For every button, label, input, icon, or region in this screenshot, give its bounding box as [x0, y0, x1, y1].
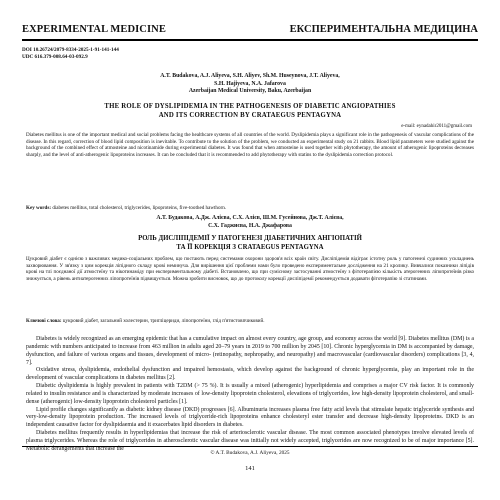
header-section-en: EXPERIMENTAL MEDICINE [22, 24, 166, 35]
abstract-ua: Цукровий діабет є однією з важливих медико-соціальних проблем, що постають перед системами охорони здоров'я всіх країн світу. Дисліпідемія відіграє істотну роль у патогенезі судинних ускладнень захворювання. У зв'язку з цим корекція ліпідного складу крові неминуча. Для вирішення цієї проблеми нами було проведено експериментальне дослідження на 21 кролику. Вивчалися показники ліпідів крові на тлі поєднаної дії атмостеїну та нікотинаміду при експериментальному діабеті. Встановлено, що при сумісному застосуванні атмостеїну з фітотерапією кількість атерогенних ліпопротеїнів різко знижується, а рівень антиатерогенних ліпопротеїнів підвищується. Можна зробити висновок, що до протоколу корекції дисліпідемії рекомендується додавати фітотерапію зі статинами. [26, 256, 474, 282]
copyright: © A.T. Budakova, A.J. Aliyeva, 2025 [210, 450, 290, 456]
title-line-2: AND ITS CORRECTION BY CRATAEGUS PENTAGYNA [158, 112, 342, 119]
article-body [26, 336, 474, 454]
article-title-en [22, 102, 478, 120]
authors-line-2: S.H. Hajiyeva, N.A. Jafarova [214, 80, 286, 87]
udc: UDC 616.379-008.64-03-092.9 [22, 54, 88, 61]
body-paragraph: Diabetes mellitus frequently results in hyperlipidemias that increase the risk of arteriosclerotic vascular disease. The most common associated phenotypes involve elevated levels of plasma triglycerides. Whereas the role of triglycerides in atherosclerotic vascular disease was initially not widely accepted, triglycerides are now recognized to be of major importance [5]. Metabolic derangements that increase the [26, 430, 474, 452]
authors-ua-line-2: С.Х. Гаджиєва, Н.А. Джафарова [208, 222, 292, 229]
contact-email[interactable]: e-mail: eynadahir2011@gmail.com [401, 124, 472, 129]
body-paragraph: Lipid profile changes significantly as diabetic kidney disease (DKD) progresses [6]. Albuminuria increases plasma free fatty acid levels that stimulate hepatic triglyceride synthesis and very-low-density lipoprotein production. The increased levels of triglyceride-rich lipoproteins enhance cholesteryl ester transfer and decrease high-density lipoproteins. DKD is an independent causative factor for dyslipidaemia and it exacerbates lipid disorders in diabetes. [26, 406, 474, 429]
running-header [22, 22, 478, 42]
title-ua-line-2: ТА ЇЇ КОРЕКЦІЯ З CRATAEGUS PENTAGYNA [176, 244, 324, 251]
title-ua-line-1: РОЛЬ ДИСЛІПІДЕМІЇ У ПАТОГЕНЕЗІ ДІАБЕТИЧНИХ АНГІОПАТІЙ [138, 235, 362, 242]
keywords-text: diabetes mellitus, total cholesterol, triglycerides, lipoproteins, five-toothed hawthorn. [52, 205, 227, 211]
title-line-1: THE ROLE OF DYSLIPIDEMIA IN THE PATHOGENESIS OF DIABETIC ANGIOPATHIES [104, 103, 396, 110]
keywords-en [26, 205, 474, 211]
body-paragraph: Diabetic dyslipidemia is highly prevalent in patients with T2DM (> 75 %). It is usually a mixed (atherogenic) hyperlipidemia and comprises a major CV risk factor. It is commonly related to insulin resistance and is characterized by moderate increases of low-density lipoprotein cholesterol, elevations of triglycerides, low high-density lipoprotein cholesterol, and small-dense (atherogenic) low-density lipoprotein cholesterol particles [1]. [26, 383, 474, 405]
affiliation: Azerbaijan Medical University, Baku, Azerbaijan [188, 88, 312, 95]
header-rule [22, 39, 478, 41]
page-number: 141 [245, 465, 255, 472]
authors-en [22, 73, 478, 96]
authors-ua-line-1: А.Т. Будакова, А.Дж. Алієва, С.Х. Алієв, Ш.М. Гусейнова, Дж.Т. Алієва, [156, 215, 344, 221]
article-identifiers [22, 47, 119, 61]
keywords-label: Key words: [26, 205, 52, 211]
keywords-ua-label: Ключові слова: [26, 318, 62, 324]
body-paragraph: Oxidative stress, dyslipidemia, endothelial dysfunction and impaired hemostasis, which develop against the background of chronic hyperglycemia, play an important role in the development of vascular complications in diabetes mellitus [2]. [26, 367, 474, 382]
keywords-ua [26, 318, 474, 324]
authors-ua [22, 215, 478, 230]
body-paragraph: Diabetes is widely recognized as an emerging epidemic that has a cumulative impact on almost every country, age group, and economy across the world [9]. Diabetes mellitus (DM) is a pandemic with numbers anticipated to increase from 463 million in adults aged 20–79 years in 2019 to 700 million by 2045 [10]. Chronic hyperglycemia in DM is accompanied by damage, dysfunction, and failure of various organs and tissues, development of micro- (retinopathy, nephropathy, and neuropathy) and macrovascular (cardiovascular disorders) complications [3, 4, 7]. [26, 336, 474, 366]
journal-page [22, 22, 478, 478]
article-title-ua [22, 234, 478, 252]
abstract-en: Diabetes mellitus is one of the important medical and social problems facing the healthcare systems of all countries of the world. Dyslipidemia plays a significant role in the pathogenesis of vascular complications of the disease. In this regard, correction of blood lipid composition is inevitable. To contribute to the solution of the problem, we conducted an experimental study on 21 rabbits. Blood lipid parameters were studied against the background of the combined effect of atmosteine and nicotinamide during experimental diabetes. It was found that when atmosteine is used together with phytotherapy, the amount of atherogenic lipoproteins decreases sharply, and the level of anti-atherogenic lipoproteins increases. It can be concluded that it is recommended to add phytotherapy with statins to the dyslipidemia correction protocol. [26, 132, 474, 158]
footer-rule [22, 446, 478, 447]
doi[interactable]: DOI 10.26724/2079-8334-2025-1-91-141-144 [22, 47, 119, 53]
authors-line-1: A.T. Budakova, A.J. Aliyeva, S.H. Aliyev, Sh.M. Huseynova, J.T. Aliyeva, [160, 73, 340, 79]
header-section-ua: ЕКСПЕРИМЕНТАЛЬНА МЕДИЦИНА [289, 24, 478, 35]
keywords-ua-text: цукровий діабет, загальний холестерин, тригліцериди, ліпопротеїни, глід п'ятистовпчиковий. [62, 318, 265, 324]
